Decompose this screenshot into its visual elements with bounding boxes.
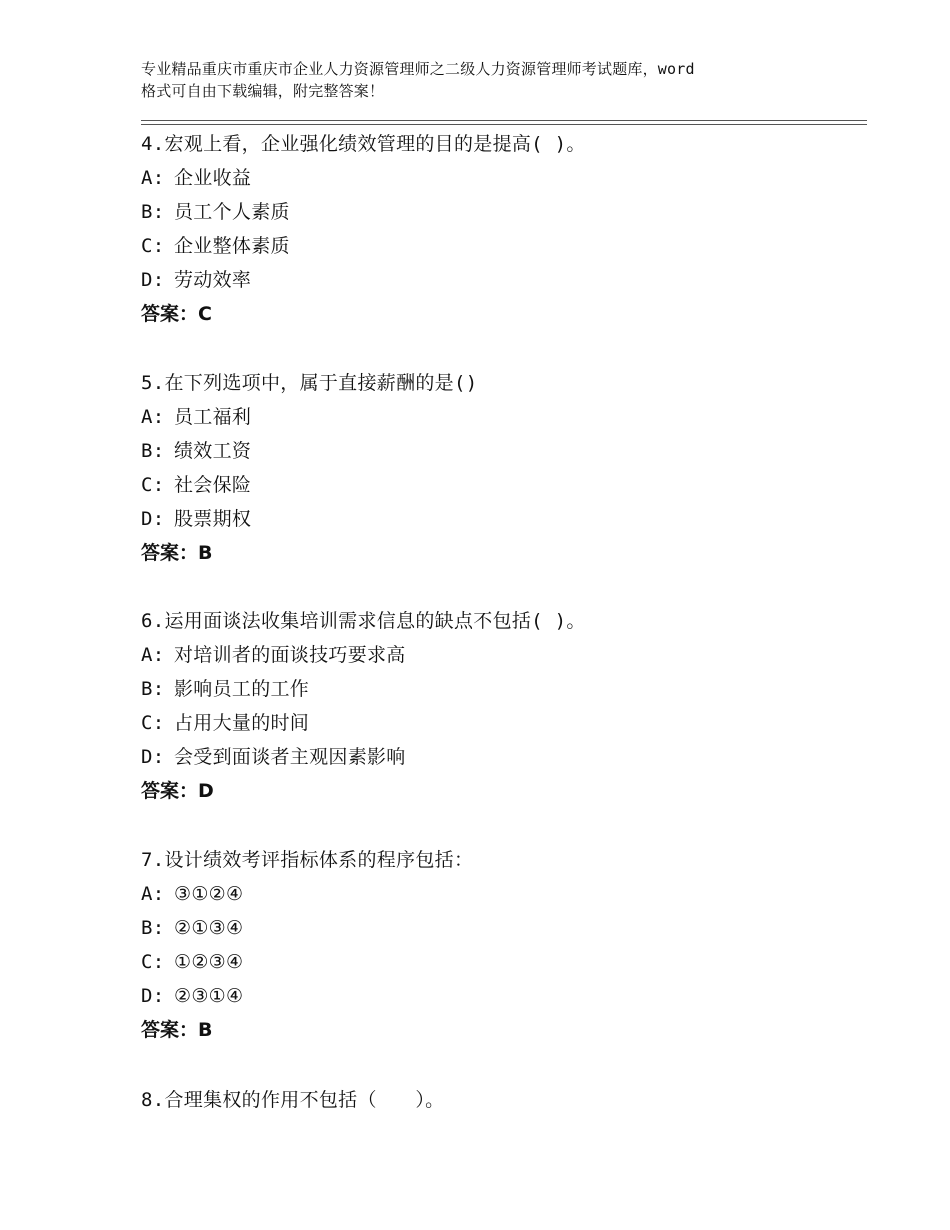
question-8 bbox=[141, 1083, 871, 1117]
option-letter: B: bbox=[141, 678, 165, 700]
option-text: 绩效工资 bbox=[174, 440, 252, 462]
option-letter: A: bbox=[141, 644, 165, 666]
option-a bbox=[141, 638, 871, 672]
option-text: ①②③④ bbox=[174, 951, 244, 973]
option-c bbox=[141, 945, 871, 979]
question-stem: 5.在下列选项中，属于直接薪酬的是() bbox=[141, 372, 478, 394]
option-b bbox=[141, 672, 871, 706]
question-7 bbox=[141, 843, 871, 1047]
option-text: 企业收益 bbox=[174, 167, 252, 189]
option-letter: D: bbox=[141, 269, 165, 291]
option-letter: A: bbox=[141, 167, 165, 189]
option-a bbox=[141, 400, 871, 434]
option-letter: D: bbox=[141, 746, 165, 768]
header-line-2: 格式可自由下载编辑，附完整答案！ bbox=[141, 82, 385, 100]
option-text: 员工个人素质 bbox=[174, 201, 290, 223]
option-c bbox=[141, 706, 871, 740]
option-d bbox=[141, 502, 871, 536]
option-a bbox=[141, 161, 871, 195]
option-letter: A: bbox=[141, 883, 165, 905]
question-stem: 7.设计绩效考评指标体系的程序包括： bbox=[141, 849, 474, 871]
option-letter: B: bbox=[141, 440, 165, 462]
option-c bbox=[141, 229, 871, 263]
option-text: ②①③④ bbox=[174, 917, 244, 939]
option-text: 对培训者的面谈技巧要求高 bbox=[174, 644, 406, 666]
option-letter: D: bbox=[141, 508, 165, 530]
answer-label: 答案：D bbox=[141, 780, 214, 802]
option-letter: C: bbox=[141, 951, 165, 973]
question-stem: 8.合理集权的作用不包括（ ）。 bbox=[141, 1089, 445, 1111]
option-text: 占用大量的时间 bbox=[174, 712, 310, 734]
option-text: 企业整体素质 bbox=[174, 235, 290, 257]
option-letter: C: bbox=[141, 474, 165, 496]
option-text: 社会保险 bbox=[174, 474, 252, 496]
question-6 bbox=[141, 604, 871, 808]
question-stem: 6.运用面谈法收集培训需求信息的缺点不包括( )。 bbox=[141, 610, 586, 632]
answer-label: 答案：C bbox=[141, 303, 212, 325]
option-text: 会受到面谈者主观因素影响 bbox=[174, 746, 406, 768]
option-text: 劳动效率 bbox=[174, 269, 252, 291]
question-4 bbox=[141, 127, 871, 331]
option-letter: A: bbox=[141, 406, 165, 428]
option-text: 影响员工的工作 bbox=[174, 678, 310, 700]
document-header bbox=[141, 58, 861, 102]
header-divider bbox=[141, 120, 867, 125]
option-c bbox=[141, 468, 871, 502]
option-letter: C: bbox=[141, 712, 165, 734]
option-d bbox=[141, 263, 871, 297]
option-text: 股票期权 bbox=[174, 508, 252, 530]
option-d bbox=[141, 740, 871, 774]
option-a bbox=[141, 877, 871, 911]
option-b bbox=[141, 434, 871, 468]
option-letter: C: bbox=[141, 235, 165, 257]
option-d bbox=[141, 979, 871, 1013]
header-line-1: 专业精品重庆市重庆市企业人力资源管理师之二级人力资源管理师考试题库，word bbox=[141, 60, 695, 78]
question-5 bbox=[141, 366, 871, 570]
option-letter: D: bbox=[141, 985, 165, 1007]
option-letter: B: bbox=[141, 917, 165, 939]
option-b bbox=[141, 911, 871, 945]
option-b bbox=[141, 195, 871, 229]
answer-label: 答案：B bbox=[141, 1019, 213, 1041]
answer-label: 答案：B bbox=[141, 542, 213, 564]
question-stem: 4.宏观上看，企业强化绩效管理的目的是提高( )。 bbox=[141, 133, 586, 155]
option-text: ②③①④ bbox=[174, 985, 244, 1007]
option-text: ③①②④ bbox=[174, 883, 244, 905]
option-letter: B: bbox=[141, 201, 165, 223]
option-text: 员工福利 bbox=[174, 406, 252, 428]
